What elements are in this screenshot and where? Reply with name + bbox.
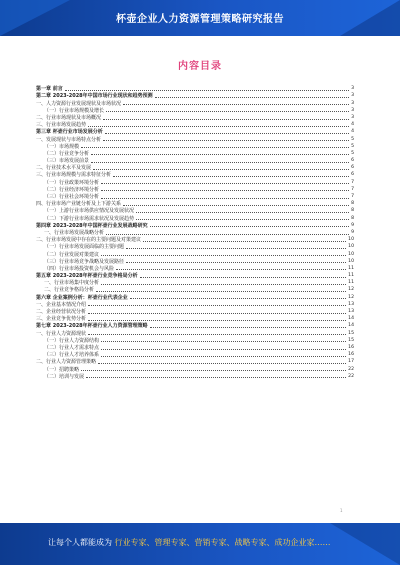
toc-entry[interactable] <box>36 186 354 193</box>
toc-entry[interactable] <box>36 337 354 344</box>
toc-entry-page: 3 <box>351 114 354 120</box>
toc-entry-title: （二）行业人才需求特点 <box>44 344 100 351</box>
toc-entry[interactable] <box>36 265 354 272</box>
toc-dot-leader <box>101 255 346 256</box>
toc-entry-title: （二）行业经济环境分析 <box>44 186 100 193</box>
toc-entry-title: 第六章 企业案例分析：杯壶行业代表企业 <box>36 294 128 301</box>
toc-entry-title: （二）下游行业市场需求状况及发展趋势 <box>44 215 135 222</box>
toc-heading: 内容目录 <box>178 61 222 72</box>
toc-dot-leader <box>140 277 346 278</box>
toc-entry-title: （三）行业市场竞争战略及发展路径 <box>44 258 125 265</box>
toc-entry[interactable] <box>36 157 354 164</box>
toc-entry[interactable] <box>36 272 354 279</box>
toc-entry[interactable] <box>36 114 354 121</box>
toc-entry[interactable] <box>36 236 354 243</box>
toc-entry[interactable] <box>36 164 354 171</box>
toc-dot-leader <box>103 140 349 141</box>
toc-entry-page: 9 <box>351 222 354 228</box>
toc-entry-page: 17 <box>348 359 354 365</box>
toc-entry-page: 11 <box>348 273 354 279</box>
footer-slogan-prefix: 让每个人都能成为 <box>48 538 112 547</box>
toc-entry-page: 10 <box>348 258 354 264</box>
toc-entry-page: 6 <box>351 158 354 164</box>
toc-entry[interactable] <box>36 279 354 286</box>
toc-dot-leader <box>86 377 346 378</box>
toc-entry[interactable] <box>36 135 354 142</box>
toc-entry-title: 二、行业技术水平及发展 <box>36 165 92 172</box>
toc-dot-leader <box>91 154 349 155</box>
toc-entry[interactable] <box>36 92 354 99</box>
toc-entry[interactable] <box>36 344 354 351</box>
toc-entry-page: 11 <box>348 265 354 271</box>
toc-entry-page: 4 <box>351 129 354 135</box>
toc-dot-leader <box>88 305 346 306</box>
toc-entry-title: 第七章 2023-2028年杯壶行业人力资源管理策略 <box>36 323 148 330</box>
page-number: 1 <box>340 508 343 513</box>
toc-entry[interactable] <box>36 322 354 329</box>
toc-entry[interactable] <box>36 85 354 92</box>
toc-entry[interactable] <box>36 99 354 106</box>
toc-entry[interactable] <box>36 293 354 300</box>
toc-entry-page: 16 <box>348 344 354 350</box>
toc-dot-leader <box>106 111 349 112</box>
toc-entry-page: 11 <box>348 280 354 286</box>
toc-entry-title: 三、企业竞争优势分析 <box>36 316 87 323</box>
toc-entry-page: 4 <box>351 122 354 128</box>
toc-entry-page: 6 <box>351 172 354 178</box>
toc-entry-title: （一）行业人力资源结构 <box>44 337 100 344</box>
toc-entry[interactable] <box>36 229 354 236</box>
toc-dot-leader <box>116 269 346 270</box>
toc-entry-title: 一、发展现状与市场特点分析 <box>36 136 102 143</box>
toc-entry[interactable] <box>36 286 354 293</box>
toc-entry-page: 5 <box>351 136 354 142</box>
toc-entry-title: 一、行业人力资源现状 <box>36 330 87 337</box>
toc-dot-leader <box>123 205 349 206</box>
toc-dot-leader <box>98 363 346 364</box>
toc-dot-leader <box>96 291 346 292</box>
toc-entry-page: 8 <box>351 208 354 214</box>
toc-entry[interactable] <box>36 143 354 150</box>
toc-entry[interactable] <box>36 207 354 214</box>
toc-entry[interactable] <box>36 121 354 128</box>
toc-entry-page: 10 <box>348 251 354 257</box>
toc-entry-title: 第二章 2023-2028年中国市场行业现状和趋势预测 <box>36 93 153 100</box>
toc-dot-leader <box>101 183 349 184</box>
toc-entry-page: 3 <box>351 107 354 113</box>
toc-entry-page: 16 <box>348 352 354 358</box>
toc-dot-leader <box>101 349 346 350</box>
toc-entry-page: 12 <box>348 287 354 293</box>
toc-entry-page: 9 <box>351 229 354 235</box>
toc-entry-page: 13 <box>348 309 354 314</box>
toc-entry-title: （一）市场规模 <box>44 143 80 150</box>
toc-entry-page: 13 <box>348 301 354 307</box>
toc-entry[interactable] <box>36 329 354 336</box>
toc-entry[interactable] <box>36 150 354 157</box>
toc-entry-title: 二、行业市场现状及市场概况 <box>36 114 102 121</box>
toc-entry[interactable] <box>36 373 354 380</box>
toc-entry-title: 一、企业基本情况介绍 <box>36 301 87 308</box>
toc-dot-leader <box>106 234 349 235</box>
toc-entry-page: 3 <box>351 86 354 92</box>
toc-entry-page: 3 <box>351 93 354 99</box>
toc-dot-leader <box>101 190 349 191</box>
toc-entry-title: （一）上游行业市场供应情况及发展状况 <box>44 208 135 215</box>
toc-entry-title: （一）行业政策环境分析 <box>44 179 100 186</box>
toc-dot-leader <box>136 212 349 213</box>
table-of-contents <box>36 85 354 380</box>
toc-entry-title: 一、行业市场集中度分析 <box>44 280 100 287</box>
toc-dot-leader <box>88 313 346 314</box>
toc-dot-leader <box>136 219 349 220</box>
toc-entry-title: 二、行业人力资源管理策略 <box>36 359 97 366</box>
toc-dot-leader <box>126 248 346 249</box>
report-footer <box>0 523 400 565</box>
toc-dot-leader <box>88 126 349 127</box>
toc-dot-leader <box>81 147 349 148</box>
toc-entry-title: （二）行业发展对策建议 <box>44 251 100 258</box>
toc-entry-title: （三）行业社会环境分析 <box>44 194 100 200</box>
toc-entry[interactable] <box>36 178 354 185</box>
toc-dot-leader <box>101 356 346 357</box>
toc-dot-leader <box>155 97 349 98</box>
toc-entry-page: 7 <box>351 186 354 192</box>
toc-dot-leader <box>123 104 349 105</box>
toc-entry-title: 二、企业经营状况分析 <box>36 309 87 315</box>
report-header <box>0 0 400 36</box>
toc-entry[interactable] <box>36 171 354 178</box>
toc-entry-title: 四、行业市场产业链分析及上下游关系 <box>36 201 122 208</box>
toc-entry[interactable] <box>36 222 354 229</box>
toc-dot-leader <box>150 327 346 328</box>
toc-entry-page: 6 <box>351 165 354 171</box>
footer-slogan <box>48 537 380 548</box>
toc-entry[interactable] <box>36 308 354 315</box>
toc-entry-page: 5 <box>351 150 354 156</box>
toc-entry-page: 8 <box>351 215 354 221</box>
toc-dot-leader <box>93 169 349 170</box>
report-title: 杯壶企业人力资源管理策略研究报告 <box>116 14 284 25</box>
toc-entry-page: 22 <box>348 373 354 379</box>
toc-dot-leader <box>105 133 349 134</box>
toc-entry-title: 二、行业市场发展中存在的主要问题及对策建议 <box>36 237 142 244</box>
toc-dot-leader <box>101 341 346 342</box>
footer-slogan-highlight: 行业专家、管理专家、营销专家、战略专家、成功企业家…… <box>114 538 331 547</box>
toc-dot-leader <box>101 198 349 199</box>
toc-dot-leader <box>150 226 349 227</box>
toc-entry-title: （一）行业市场发展面临的主要问题 <box>44 244 125 251</box>
toc-dot-leader <box>130 298 346 299</box>
toc-entry-title: 三、行业市场发展趋势 <box>36 122 87 129</box>
toc-entry-page: 8 <box>351 201 354 207</box>
toc-entry-title: （四）行业市场投资机会与风险 <box>44 265 115 272</box>
toc-entry-page: 10 <box>348 244 354 250</box>
toc-entry[interactable] <box>36 214 354 221</box>
toc-entry-title: 第四章 2023-2028年中国杯壶行业发展战略研究 <box>36 222 148 229</box>
toc-entry[interactable] <box>36 193 354 200</box>
toc-dot-leader <box>103 119 349 120</box>
toc-entry-page: 12 <box>348 294 354 300</box>
toc-entry-page: 14 <box>348 316 354 322</box>
toc-entry-page: 3 <box>351 100 354 106</box>
toc-entry[interactable] <box>36 128 354 135</box>
toc-entry-title: （二）行业竞争分析 <box>44 150 90 157</box>
toc-dot-leader <box>143 241 346 242</box>
toc-entry-title: 三、行业市场规模与需求特征分析 <box>36 172 112 179</box>
toc-entry-title: 第一章 前言 <box>36 86 63 93</box>
toc-entry-title: （二）培训与发展 <box>44 373 85 380</box>
toc-entry[interactable] <box>36 358 354 365</box>
toc-entry-page: 15 <box>348 330 354 336</box>
toc-entry-title: 第三章 杯壶行业市场发展分析 <box>36 129 103 136</box>
toc-dot-leader <box>81 370 346 371</box>
toc-entry-page: 14 <box>348 323 354 329</box>
toc-entry-page: 22 <box>348 366 354 372</box>
toc-entry[interactable] <box>36 351 354 358</box>
toc-dot-leader <box>113 176 349 177</box>
toc-entry-title: 第五章 2023-2028年杯壶行业竞争格局分析 <box>36 273 138 280</box>
toc-entry[interactable] <box>36 107 354 114</box>
toc-entry-page: 7 <box>351 179 354 185</box>
toc-entry[interactable] <box>36 315 354 322</box>
toc-entry[interactable] <box>36 258 354 265</box>
toc-entry[interactable] <box>36 301 354 308</box>
toc-entry-title: 一、人力资源行业发展现状及市场状况 <box>36 100 122 107</box>
toc-entry-title: 二、行业竞争格局分析 <box>44 287 95 294</box>
toc-dot-leader <box>65 90 349 91</box>
toc-entry-title: （一）招聘策略 <box>44 366 80 373</box>
toc-dot-leader <box>101 284 346 285</box>
toc-dot-leader <box>88 334 346 335</box>
toc-entry-page: 10 <box>348 237 354 243</box>
toc-entry-title: （三）行业人才培养体系 <box>44 352 100 359</box>
toc-entry-page: 15 <box>348 337 354 343</box>
toc-entry[interactable] <box>36 250 354 257</box>
toc-dot-leader <box>91 162 349 163</box>
toc-entry[interactable] <box>36 243 354 250</box>
toc-entry[interactable] <box>36 200 354 207</box>
toc-dot-leader <box>126 262 346 263</box>
toc-entry-title: （三）市场发展前景 <box>44 158 90 165</box>
toc-dot-leader <box>88 320 346 321</box>
toc-entry-title: （一）行业市场规模及增长 <box>44 107 105 114</box>
toc-entry-page: 5 <box>351 143 354 149</box>
toc-entry[interactable] <box>36 365 354 372</box>
toc-entry-page: 7 <box>351 194 354 199</box>
toc-entry-title: 一、行业市场发展战略分析 <box>44 229 105 236</box>
